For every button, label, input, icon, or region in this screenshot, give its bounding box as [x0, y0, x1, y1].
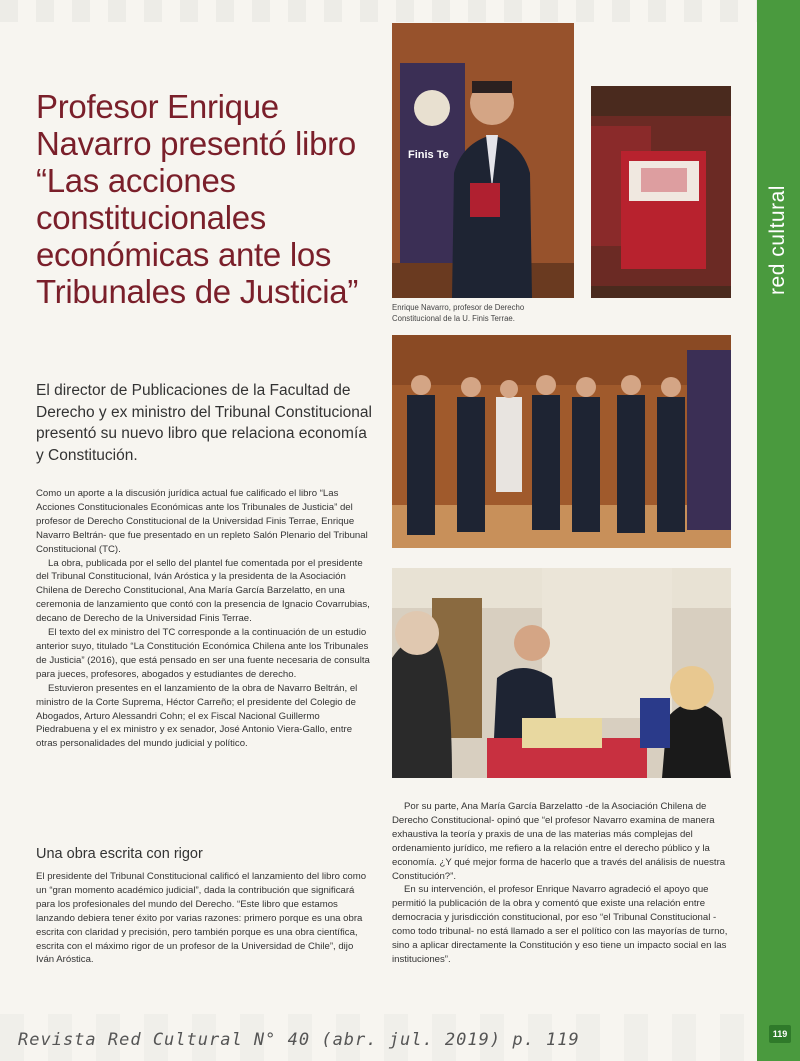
section-label	[758, 175, 798, 305]
handwritten-note: Revista Red Cultural N° 40 (abr. jul. 2019) p. 119	[18, 1030, 580, 1050]
photo-caption: Enrique Navarro, profesor de Derecho Constitucional de la U. Finis Terrae.	[392, 303, 525, 323]
body-column-1	[36, 487, 371, 751]
paragraph: En su intervención, el profesor Enrique Navarro agradeció el apoyo que permitió la publicación de la obra y comentó que existe una relación entre democracia y jurisdicción constitucional, por eso “el Tribunal Constitucional -como todo tribunal- no está llamado a ser el político con las mayorías de turno, sino a aplicar directamente la Constitución y eso tiene un impacto social en las instituciones”.	[392, 884, 728, 965]
paragraph: Estuvieron presentes en el lanzamiento de la obra de Navarro Beltrán, el ministro de la Corte Suprema, Héctor Carreño; el presidente del Colegio de Abogados, Arturo Alessandri Cohn; el ex Fiscal Nacional Guillermo Piedrabuena y el ex ministro y ex senador, José Antonio Viera-Gallo, entre otras personalidades del mundo judicial y político.	[36, 682, 358, 750]
paragraph: Por su parte, Ana María García Barzelatto -de la Asociación Chilena de Derecho Constitucional- opinó que “el profesor Navarro examina de manera exhaustiva la teoría y praxis de una de las materias más complejas del ordenamiento jurídico, me refiero a la relación entre el derecho público y la economía. ¿Y qué mejor forma de hacerlo que a través del análisis de nuestra Constitución?”.	[392, 801, 726, 882]
page-number: 119	[769, 1025, 791, 1043]
banner-text: Finis Te	[408, 149, 449, 161]
paragraph: Como un aporte a la discusión jurídica actual fue calificado el libro “Las Acciones Constitucionales Económicas ante los Tribunales de Justicia” del profesor de Derecho Constitucional de la Universidad Finis Terrae, Enrique Navarro Beltrán- que fue presentado en un repleto Salón Plenario del Tribunal Constitucional (TC).	[36, 488, 368, 555]
body-column-2	[392, 800, 732, 967]
section-subhead: Una obra escrita con rigor	[36, 846, 203, 862]
article-lead: El director de Publicaciones de la Facultad de Derecho y ex ministro del Tribunal Constitucional presentó su nuevo libro que relaciona economía y Constitución.	[36, 382, 372, 464]
body-column-1b	[36, 870, 371, 967]
photo-book-signing	[392, 568, 731, 778]
photo-group	[392, 335, 731, 548]
paragraph: El texto del ex ministro del TC corresponde a la continuación de un estudio anterior suyo, titulado “La Constitución Económica Chilena ante los Tribunales de Justicia” (2016), que está pensado en ser una fuente necesaria de consulta para jueces, profesores, abogados y estudiantes de derecho.	[36, 627, 370, 680]
article-title: Profesor Enrique Navarro presentó libro “Las acciones constitucionales económicas ante los Tribunales de Justicia”	[36, 88, 359, 310]
paragraph: El presidente del Tribunal Constitucional calificó el lanzamiento del libro como un “gran momento académico judicial”, dada la contribución que significará para los profesionales del mundo del Derecho. “Este libro que estamos lanzando debiera tener éxito por varias razones: primero porque es una obra escrita con claridad y precisión, pero también porque es una obra científica, escrita con el máximo rigor de un profesor de la Universidad de Chile”, dijo Iván Aróstica.	[36, 871, 367, 966]
photo-book-stack	[591, 86, 731, 298]
top-ornament	[0, 0, 780, 22]
paragraph: La obra, publicada por el sello del plantel fue comentada por el presidente del Tribunal Constitucional, Iván Aróstica y la presidenta de la Asociación Chilena de Derecho Constitucional, Ana María García Barzelatto, en una ceremonia de lanzamiento que contó con la presencia de Ignacio Covarrubias, decano de Derecho de la Universidad Finis Terrae.	[36, 557, 370, 625]
section-sidebar	[757, 0, 800, 1061]
section-label-text: red cultural	[766, 185, 790, 295]
photo-navarro-portrait	[392, 23, 574, 298]
